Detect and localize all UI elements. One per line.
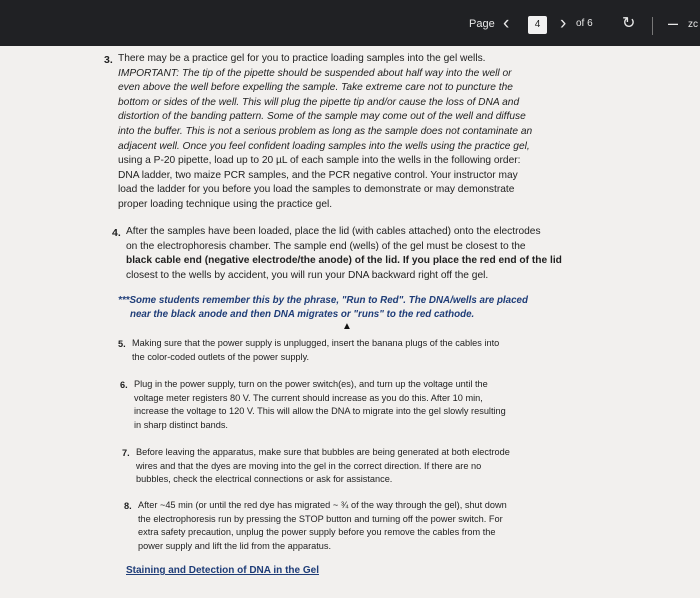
item-6-line-3: increase the voltage to 120 V. This will allow the DNA to migrate into the gel slowly resulting [134,406,506,417]
zoom-label: zc [688,19,698,30]
item-3-line-8: using a P-20 pipette, load up to 20 µL of each sample into the wells in the following order: [118,155,521,167]
viewer-toolbar [0,0,700,46]
run-to-red-note [118,294,558,322]
item-3-line-4: bottom or sides of the well. This will plug the pipette tip and/or cause the loss of DNA and [118,96,520,108]
section-heading-staining: Staining and Detection of DNA in the Gel [126,565,319,576]
item-6-number: 6. [120,380,128,390]
item-5-line-1: Making sure that the power supply is unplugged, insert the banana plugs of the cables into [132,338,500,348]
item-4-line-1: After the samples have been loaded, place the lid (with cables attached) onto the electrodes [126,226,541,237]
item-4-line-2: on the electrophoresis chamber. The sample end (wells) of the gel must be closest to the [126,240,526,252]
item-8-text [138,499,568,553]
item-4-line-3: black cable end (negative electrode/the anode) of the lid. If you place the red end of the lid [126,255,562,267]
item-3-line-11: proper loading technique using the practice gel. [118,198,333,210]
page-content [0,46,700,598]
item-7-line-3: bubbles, check the electrical connections or ask for assistance. [136,474,393,485]
item-3-text [118,52,578,213]
item-8-line-1: After ~45 min (or until the red dye has migrated ~ ¾ of the way through the gel), shut down [138,500,507,510]
item-6-text [134,378,564,432]
item-8-line-4: power supply and lift the lid from the apparatus. [138,540,332,551]
rotate-icon[interactable]: ↻ [622,15,636,32]
note-line-1: ***Some students remember this by the phrase, "Run to Red". The DNA/wells are placed [118,295,528,306]
item-7-line-2: wires and that the dyes are moving into the gel in the correct direction. If there are no [136,460,482,471]
minus-icon[interactable]: – [668,13,679,33]
item-8-number: 8. [124,501,132,511]
item-7-number: 7. [122,448,130,458]
item-6-line-1: Plug in the power supply, turn on the power switch(es), and turn up the voltage until the [134,379,488,389]
document-page [0,46,700,598]
page-count: of 6 [576,18,593,29]
item-7-text [136,446,566,487]
item-4-line-4: closest to the wells by accident, you will run your DNA backward right off the gel. [126,269,489,281]
item-6-line-4: in sharp distinct bands. [134,419,228,430]
item-3-line-2 [118,67,578,82]
item-3-line-9: DNA ladder, two maize PCR samples, and the PCR negative control. Your instructor may [118,169,518,181]
item-3-line-1: There may be a practice gel for you to practice loading samples into the gel wells. [118,53,486,64]
item-4-number: 4. [112,227,121,239]
item-7-line-1: Before leaving the apparatus, make sure that bubbles are being generated at both electrode [136,447,510,457]
mouse-cursor-icon: ▲ [342,321,352,332]
item-3-line-6: into the buffer. This is not a serious problem as long as the sample does not contaminate an [118,125,533,137]
item-4-text [126,225,576,283]
item-3-line-3: even above the well before expelling the sample. Take extreme care not to puncture the [118,82,513,94]
note-line-2: near the black anode and then DNA migrates or "runs" to the red cathode. [130,309,475,320]
item-3-number: 3. [104,54,113,66]
item-3-line-2-text: IMPORTANT: The tip of the pipette should be suspended about half way into the well or [118,67,512,79]
page-number-input[interactable]: 4 [528,16,547,34]
page-navigation [0,14,700,38]
item-8-line-2: the electrophoresis run by pressing the STOP button and turning off the power switch. For [138,513,503,524]
page-label: Page [469,18,495,30]
item-3-line-10: load the ladder for you before you load the samples to demonstrate or may demonstrate [118,184,515,196]
item-6-line-2: voltage meter registers 80 V. The current should increase as you do this. After 10 min, [134,392,483,403]
toolbar-divider [652,17,653,35]
item-8-line-3: extra safety precaution, unplug the power supply before you remove the cables from the [138,527,496,538]
item-3-line-5: distortion of the banding pattern. Some of the sample may come out of the well and diffuse [118,111,526,123]
chevron-left-icon[interactable]: ‹ [503,13,510,34]
chevron-right-icon[interactable]: › [560,13,567,34]
item-5-line-2: the color-coded outlets of the power supply. [132,351,310,362]
item-5-text [132,337,562,364]
item-5-number: 5. [118,339,126,349]
item-3-line-7: adjacent well. Once you feel confident loading samples into the wells using the practice gel, [118,140,530,152]
